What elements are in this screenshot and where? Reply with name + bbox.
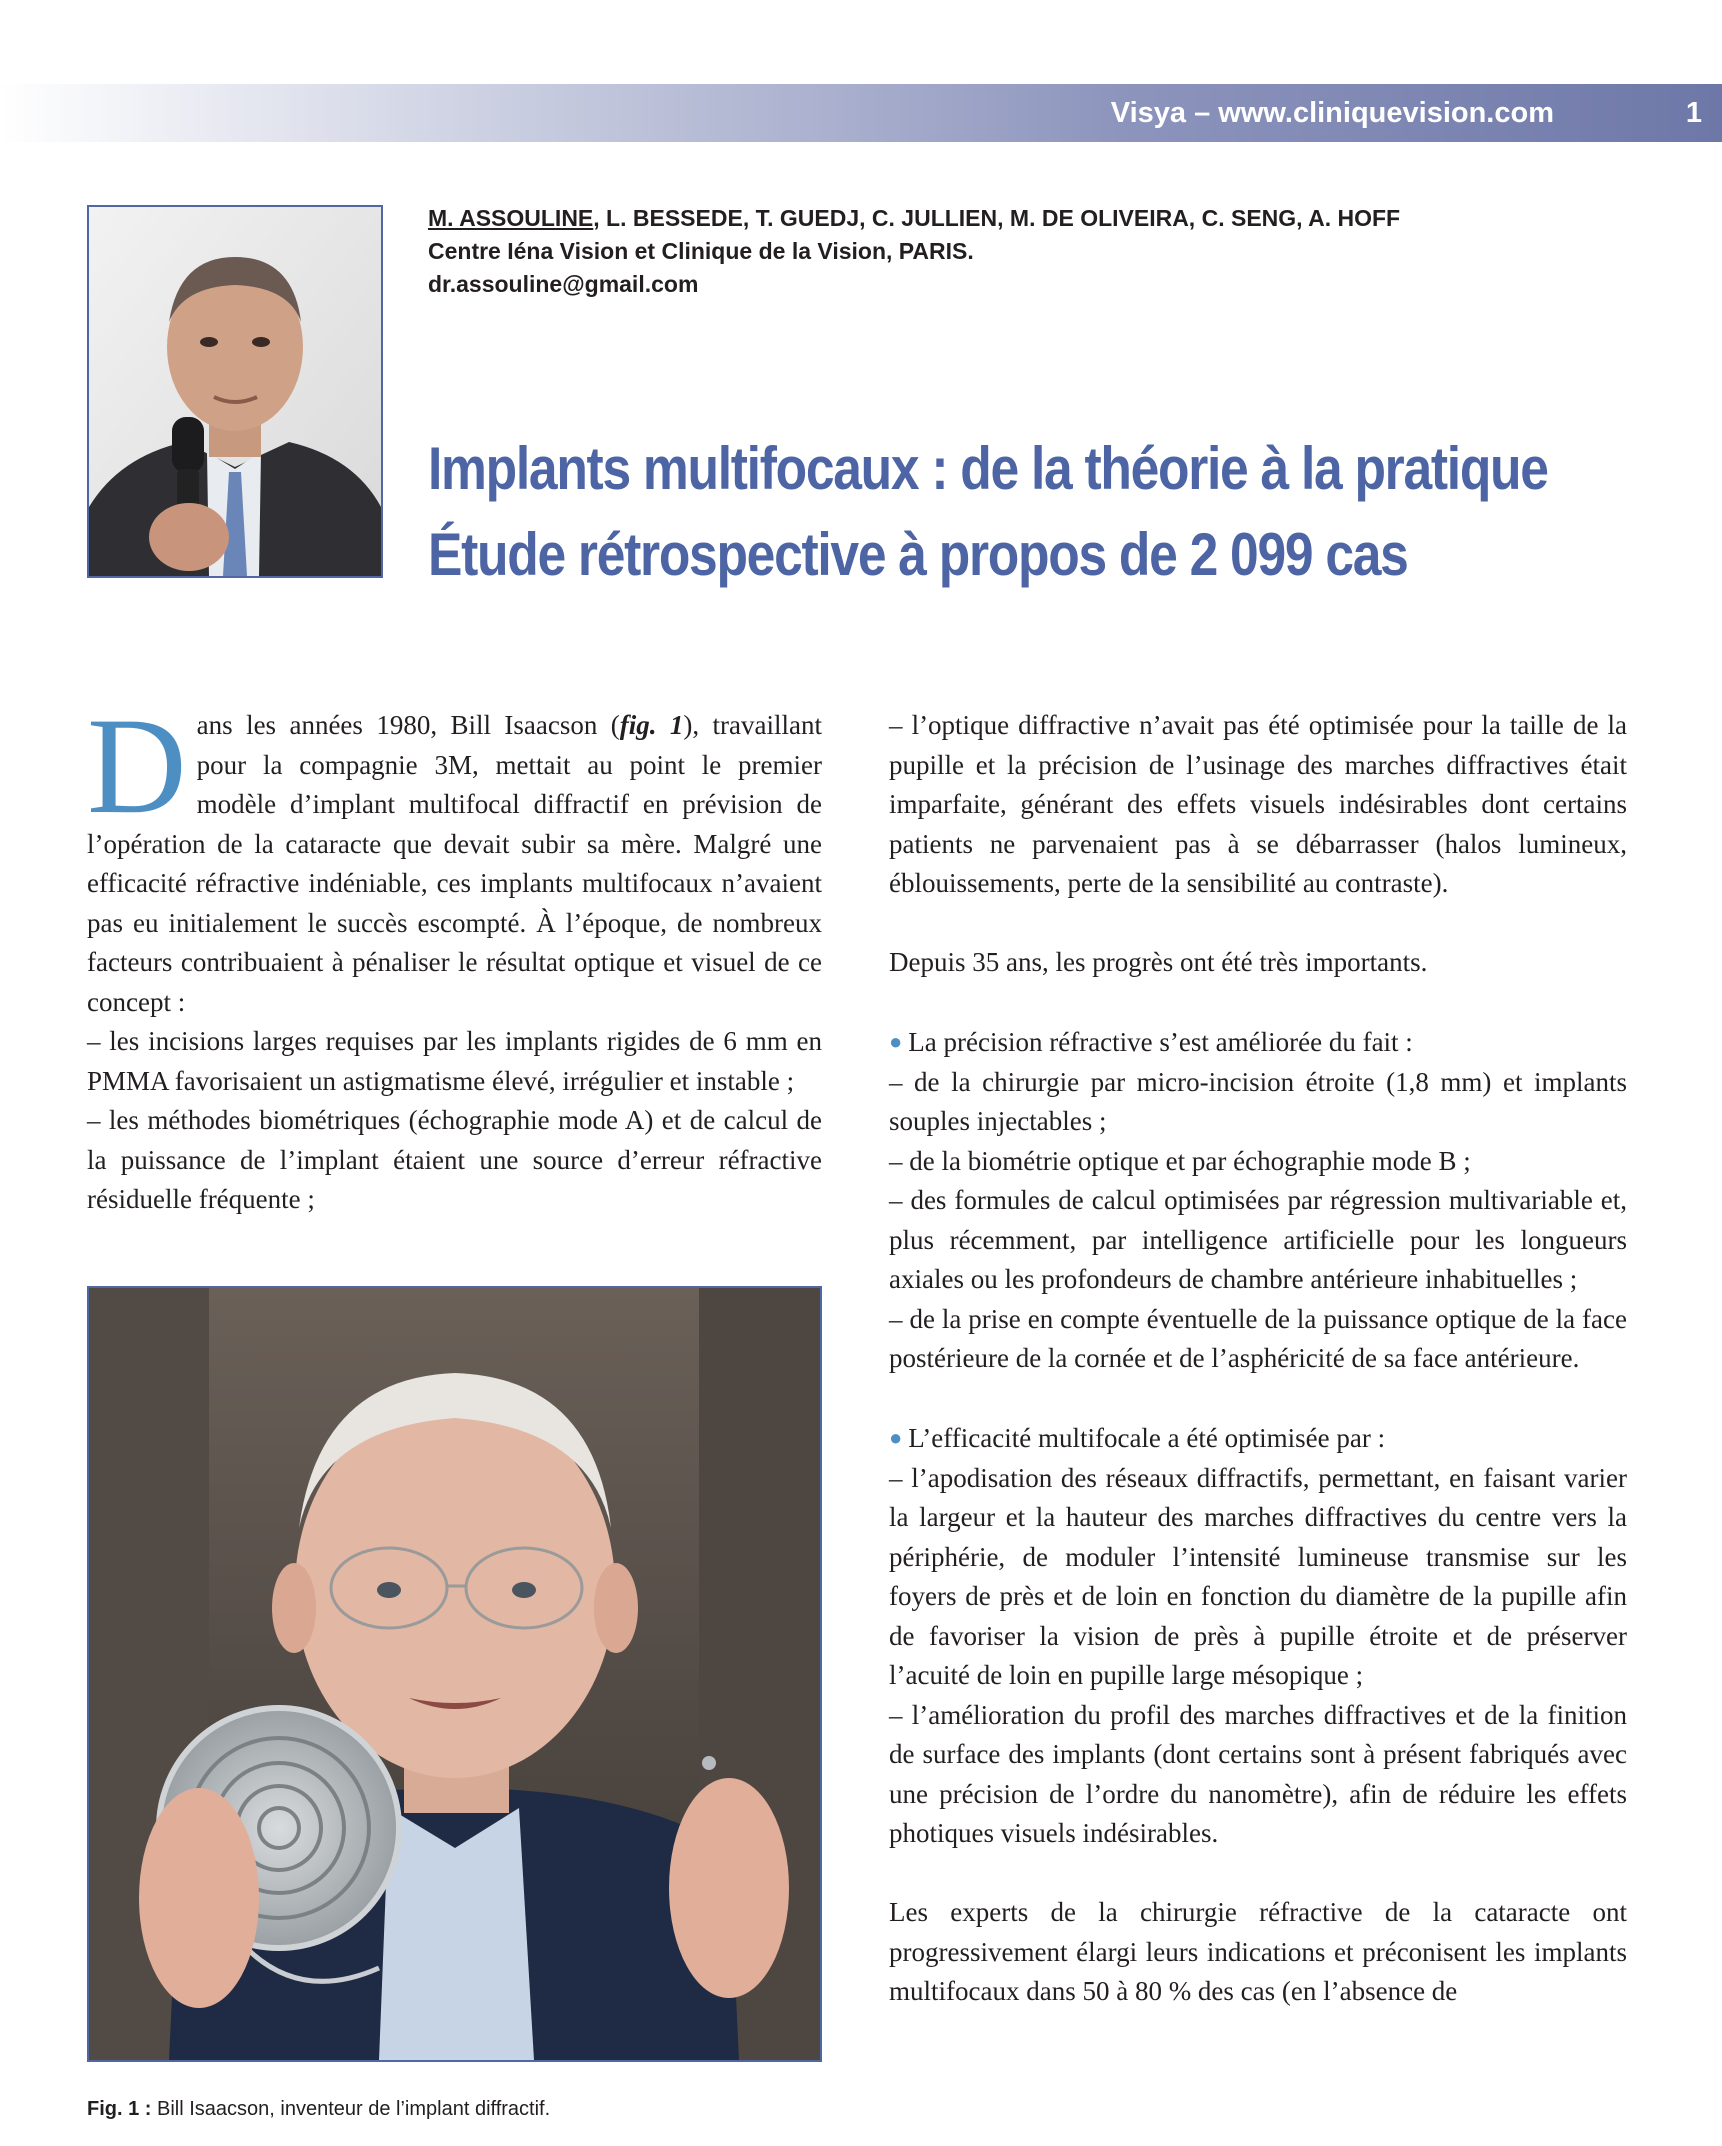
closing-paragraph: Les experts de la chirurgie réfractive de la cataracte ont progressivement élargi leurs indications et préconisent les implants multifocaux dans 50 à 80 % des cas (en l’absence de (889, 1897, 1627, 2006)
list-item: – de la biométrie optique et par échographie mode B ; (889, 1145, 1471, 1176)
list-item: – l’amélioration du profil des marches diffractives et de la finition de surface des implants (dont certains sont à présent fabriqués avec une précision de l’ordre du nanomètre), afin de réduire les effets photiques visuels indésirables. (889, 1699, 1627, 1848)
author-list (428, 202, 1678, 235)
bullet-icon: ● (889, 1029, 903, 1054)
list-item: – de la chirurgie par micro-incision étroite (1,8 mm) et implants souples injectables ; (889, 1066, 1627, 1136)
list-item: – des formules de calcul optimisées par régression multivariable et, plus récemment, par intelligence artificielle pour les longueurs axiales ou les profondeurs de chambre antérieure inhabituelles ; (889, 1185, 1627, 1294)
lead-author: M. ASSOULINE (428, 205, 594, 231)
intro-paragraph (87, 689, 822, 1022)
list-item: – de la prise en compte éventuelle de la puissance optique de la face postérieure de la cornée et de l’asphéricité de sa face antérieure. (889, 1303, 1627, 1373)
figure-caption (87, 2098, 822, 2121)
figure-label: Fig. 1 : (87, 2098, 152, 2120)
page-number: 1 (1685, 97, 1702, 129)
author-block (428, 202, 1678, 301)
article-title (428, 426, 1548, 598)
list-item: – l’optique diffractive n’avait pas été optimisée pour la taille de la pupille et la précision de l’usinage des marches diffractives était imparfaite, générant des effets visuels indésirables dont certains patients ne parvenaient pas à se débarrasser (halos lumineux, éblouissements, perte de la sensibilité au contraste). (889, 710, 1627, 898)
author-email: dr.assouline@gmail.com (428, 271, 699, 297)
right-column (889, 706, 1627, 2012)
list-item: – les incisions larges requises par les implants rigides de 6 mm en PMMA favorisaient un astigmatisme élevé, irrégulier et instable ; (87, 1026, 822, 1096)
journal-header: Visya – www.cliniquevision.com (1110, 97, 1554, 129)
left-column (87, 689, 822, 1220)
title-line-2: Étude rétrospective à propos de 2 099 cas (428, 521, 1408, 588)
fig-reference: fig. 1 (619, 710, 684, 740)
author-photo (87, 205, 383, 578)
section-heading: ● L’efficacité multifocale a été optimisée par : (889, 1423, 1386, 1453)
intro-rest: ), travaillant pour la compagnie 3M, mettait au point le premier modèle d’implant multifocal diffractif en prévision de l’opération de la cataracte que devait subir sa mère. Malgré une efficacité réfractive indéniable, ces implants multifocaux n’avaient pas eu initialement le succès escompté. À l’époque, de nombreux facteurs contribuaient à pénaliser le résultat optique et visuel de ce concept : (87, 710, 822, 1017)
title-line-1: Implants multifocaux : de la théorie à la pratique (428, 435, 1548, 502)
affiliation: Centre Iéna Vision et Clinique de la Vision, PARIS. (428, 238, 974, 264)
list-item: – l’apodisation des réseaux diffractifs, permettant, en faisant varier la largeur et la hauteur des marches diffractives du centre vers la périphérie, de moduler l’intensité lumineuse transmise sur les foyers de près et de loin en fonction du diamètre de la pupille afin de favoriser la vision de près à pupille étroite et de préserver l’acuité de loin en pupille large mésopique ; (889, 1462, 1627, 1690)
co-authors: , L. BESSEDE, T. GUEDJ, C. JULLIEN, M. DE OLIVEIRA, C. SENG, A. HOFF (593, 205, 1401, 231)
figure-caption-text: Bill Isaacson, inventeur de l’implant diffractif. (151, 2098, 551, 2120)
progress-paragraph: Depuis 35 ans, les progrès ont été très importants. (889, 947, 1428, 977)
intro-start: ans les années 1980, Bill Isaacson ( (196, 710, 620, 740)
section-heading: ● La précision réfractive s’est améliorée du fait : (889, 1027, 1413, 1057)
list-item: – les méthodes biométriques (échographie mode A) et de calcul de la puissance de l’implant étaient une source d’erreur réfractive résiduelle fréquente ; (87, 1105, 822, 1214)
drop-cap: D (87, 689, 187, 842)
figure-photo (87, 1286, 822, 2062)
bullet-icon: ● (889, 1425, 903, 1450)
